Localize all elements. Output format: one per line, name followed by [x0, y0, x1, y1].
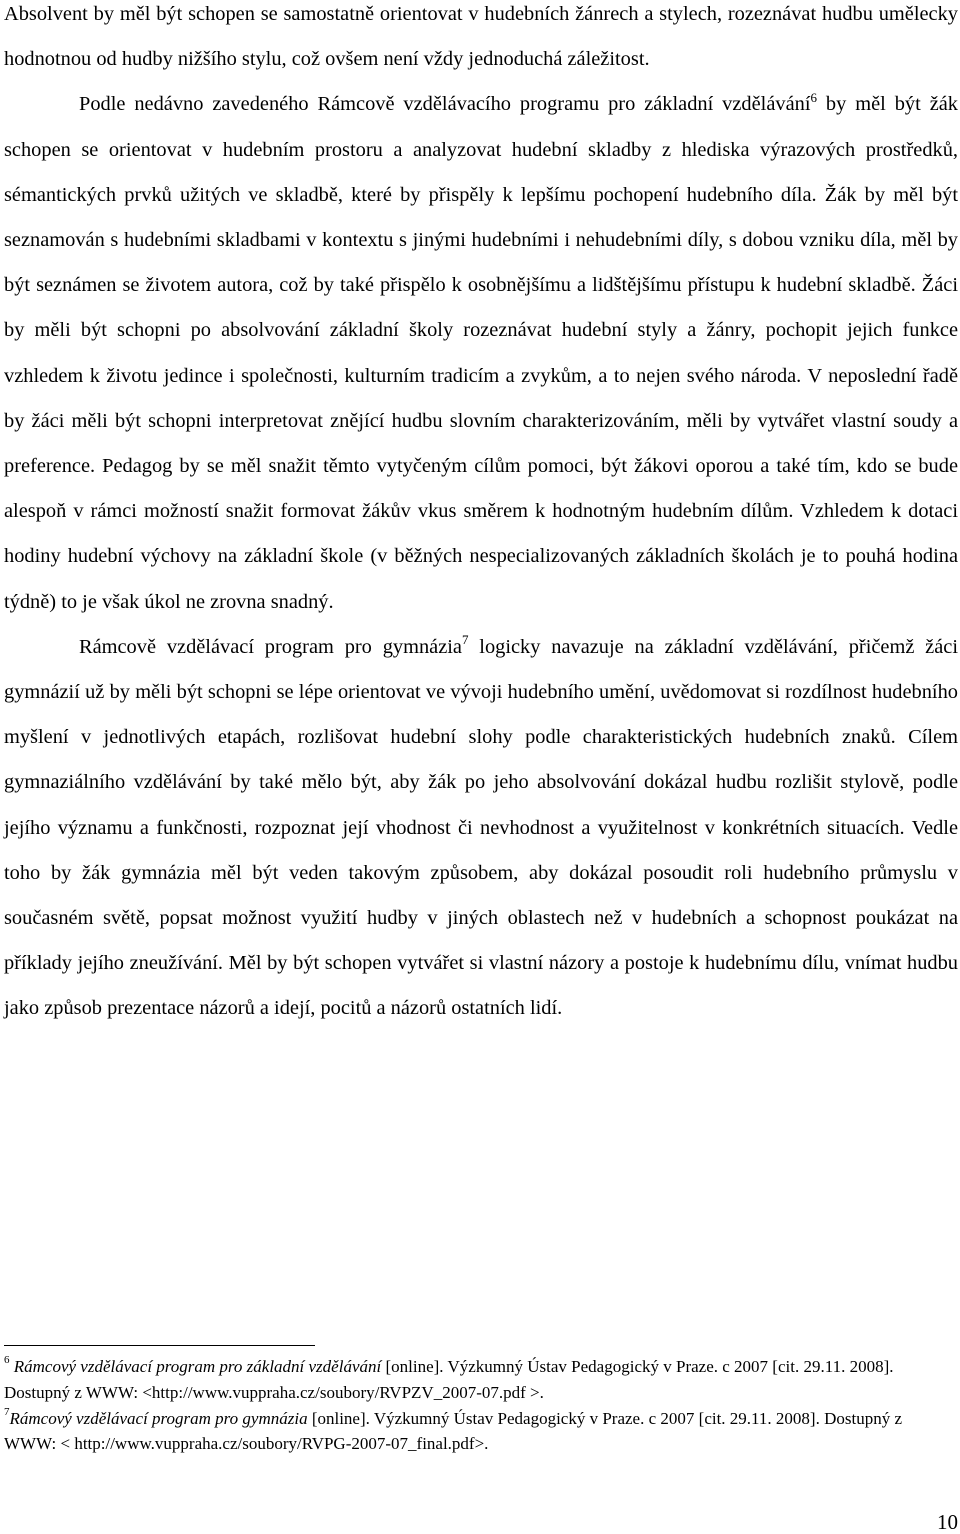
- footnote-title: Rámcový vzdělávací program pro základní vzdělávání: [13, 1357, 382, 1376]
- paragraph-3-text-a: Rámcově vzdělávací program pro gymnázia: [79, 635, 462, 658]
- footnote-number: 6: [4, 1354, 10, 1367]
- footnote-title: Rámcový vzdělávací program pro gymnázia: [9, 1408, 308, 1428]
- footnote-6: [4, 1354, 934, 1406]
- footnote-text: [online]. Výzkumný Ústav Pedagogický v Praze. c 2007 [cit. 29.11. 2008]. Dostupný z WWW: <http://www.vuppraha.cz/soubory/RVPZV_2007-07.pdf >.: [4, 1357, 894, 1402]
- page-number: 10: [937, 1510, 958, 1534]
- footnote-text: [online]. Výzkumný Ústav Pedagogický v Praze. c 2007 [cit. 29.11. 2008]. Dostupný z WWW: < http://www.vuppraha.cz/soubory/RVPG-2007-07_final.pdf>.: [4, 1408, 902, 1454]
- paragraph-1: Absolvent by měl být schopen se samostatně orientovat v hudebních žánrech a stylech, rozeznávat hudbu umělecky hodnotnou od hudby nižšího stylu, což ovšem není vždy jednoduchá záležitost.: [4, 3, 958, 71]
- footnote-separator: [4, 1345, 315, 1346]
- footnote-ref-7[interactable]: 7: [461, 632, 469, 648]
- footnote-number: 7: [4, 1405, 10, 1418]
- footnote-7: [4, 1406, 934, 1458]
- paragraph-3-text-b: logicky navazuje na základní vzdělávání, přičemž žáci gymnázií už by měli být schopni se lépe orientovat ve vývoji hudebního umění, uvědomovat si rozdílnost hudebního myšlení v jednotlivých etapách, rozlišovat hudební slohy podle charakteristických hudebních znaků. Cílem gymnaziálního vzdělávání by také mělo být, aby žák po jeho absolvování dokázal hudbu rozlišit stylově, podle jejího významu a funkčnosti, rozpoznat její vhodnost či nevhodnost a využitelnost v konkrétních situacích. Vedle toho by žák gymnázia měl být veden takovým způsobem, aby dokázal posoudit roli hudebního průmyslu v současném světě, popsat možnost využití hudby v jiných oblastech než v hudebních a schopnost poukázat na příklady jejího zneužívání. Měl by být schopen vytvářet si vlastní názory a postoje k hudebnímu dílu, vnímat hudbu jako způsob prezentace názorů a idejí, pocitů a názorů ostatních lidí.: [4, 635, 958, 1020]
- footnotes: [4, 1354, 934, 1457]
- paragraph-3: [4, 625, 958, 1032]
- paragraph-2: [4, 82, 958, 624]
- paragraph-2-text-a: Podle nedávno zavedeného Rámcově vzdělávacího programu pro základní vzdělávání: [79, 93, 811, 116]
- page-body: [4, 0, 958, 1032]
- footnote-ref-6[interactable]: 6: [810, 89, 817, 105]
- paragraph-2-text-b: by měl být žák schopen se orientovat v hudebním prostoru a analyzovat hudební skladby z hlediska výrazových prostředků, sémantických prvků užitých ve skladbě, které by přispěly k lepšímu pochopení hudebního díla. Žák by měl být seznamován s hudebními skladbami v kontextu s jinými hudebními i nehudebními díly, s dobou vzniku díla, měl by být seznámen se životem autora, což by také přispělo k osobnějšímu a lidštějšímu přístupu k hudební skladbě. Žáci by měli být schopni po absolvování základní školy rozeznávat hudební styly a žánry, pochopit jejich funkce vzhledem k životu jedince i společnosti, kulturním tradicím a zvykům, a to nejen svého národa. V neposlední řadě by žáci měli být schopni interpretovat znějící hudbu slovním charakterizováním, měli by vytvářet vlastní soudy a preference. Pedagog by se měl snažit těmto vytyčeným cílům pomoci, být žákovi oporou a také tím, kdo se bude alespoň v rámci možností snažit formovat žákův vkus směrem k hodnotným hudebním dílům. Vzhledem k dotaci hodiny hudební výchovy na základní škole (v běžných nespecializovaných základních školách je to pouhá hodina týdně) to je však úkol ne zrovna snadný.: [4, 93, 958, 613]
